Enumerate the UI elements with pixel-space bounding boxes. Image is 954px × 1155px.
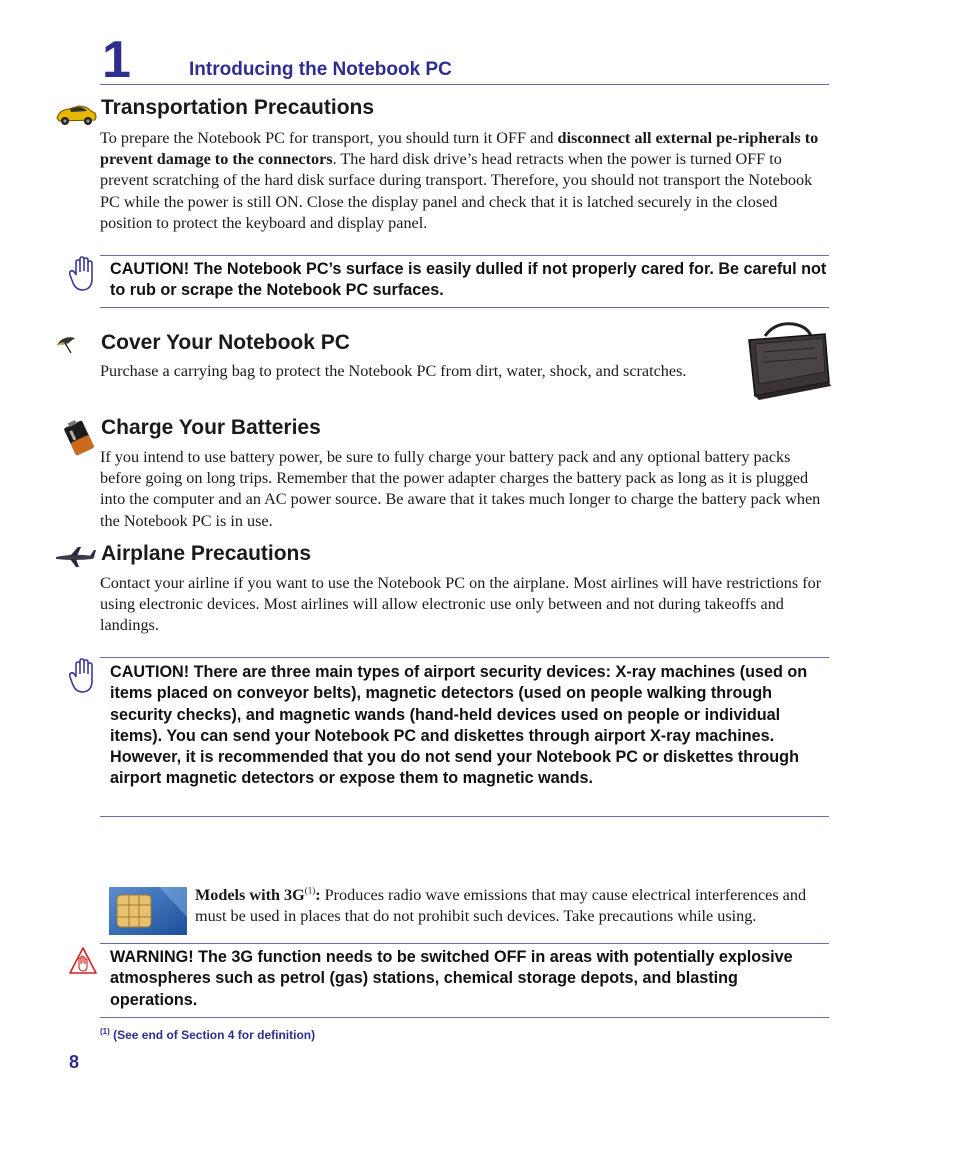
chapter-number: 1 [102,31,131,89]
footnote-text: (See end of Section 4 for definition) [109,1028,316,1042]
airplane-heading: Airplane Precautions [101,542,312,565]
transport-text-1: To prepare the Notebook PC for transport, you should turn it OFF and [100,129,558,147]
laptop-bag-image [745,322,831,407]
warning-hand-icon [69,946,97,981]
warning-text: WARNING! The 3G function needs to be switched OFF in areas with potentially explosive atmospheres such as petrol (gas) stations, chemical storage depots, and blasting operations. [110,948,793,1009]
transport-text-bold: disconnect all external pe-ripherals to prevent damage to the connectors [100,129,819,169]
caution1-text: CAUTION! The Notebook PC’s surface is easily dulled if not properly cared for. Be careful not to rub or scrape the Notebook PC surfaces. [110,260,827,300]
umbrella-icon [55,335,77,360]
caution1-bottom-rule [100,307,829,308]
models-3g-text [195,885,830,927]
cover-text: Purchase a carrying bag to protect the Notebook PC from dirt, water, shock, and scratches. [100,362,687,380]
footnote-sup: (1) [100,1027,110,1036]
transport-paragraph [100,128,828,234]
batteries-text: If you intend to use battery power, be sure to fully charge your battery pack and any optional battery packs before going on long trips. Remember that the power adapter charges the battery pack as long as it is plugged into the computer and an AC power source. Be aware that it takes much longer to charge the battery pack when the Notebook PC is in use. [100,448,821,530]
caution1-top-rule [100,255,829,256]
models-3g-colon: : [315,886,321,904]
cover-heading: Cover Your Notebook PC [101,331,350,354]
caution2-bottom-rule [100,816,829,817]
warning-top-rule [100,943,829,944]
airplane-icon [54,545,96,574]
hand-caution-icon [68,657,98,700]
page-number: 8 [69,1052,80,1072]
models-3g-sup: (1) [304,885,316,896]
models-3g-label: Models with 3G [195,886,305,904]
battery-icon [62,419,96,462]
chapter-title: Introducing the Notebook PC [189,59,452,80]
transport-heading: Transportation Precautions [101,96,375,119]
header-rule [100,84,829,85]
batteries-heading: Charge Your Batteries [101,416,321,439]
models-3g-body: Produces radio wave emissions that may cause electrical interferences and must be used in places that do not prohibit such devices. Take precautions while using. [195,886,807,926]
hand-caution-icon [68,255,98,298]
car-icon [55,100,97,133]
sim-card-icon [109,887,187,940]
footnote [100,1027,315,1042]
airplane-text: Contact your airline if you want to use the Notebook PC on the airplane. Most airlines will have restrictions for using electronic devices. Most airlines will allow electronic use only between and not during takeoffs and landings. [100,574,822,635]
caution2-text: CAUTION! There are three main types of airport security devices: X-ray machines (used on items placed on conveyor belts), magnetic detectors (used on people walking through security checks), and magnetic wands (hand-held devices used on people or individual items). You can send your Notebook PC and diskettes through airport X-ray machines. However, it is recommended that you do not send your Notebook PC or diskettes through airport magnetic detectors or expose them to magnetic wands. [110,663,808,788]
warning-bottom-rule [100,1017,829,1018]
caution2-top-rule [100,657,829,658]
transport-text-2: . The hard disk drive’s head retracts when the power is turned OFF to prevent scratching of the hard disk surface during transport. Therefore, you should not transport the Notebook PC while the power is still ON. Close the display panel and check that it is latched securely in the closed position to protect the keyboard and display panel. [100,150,813,232]
